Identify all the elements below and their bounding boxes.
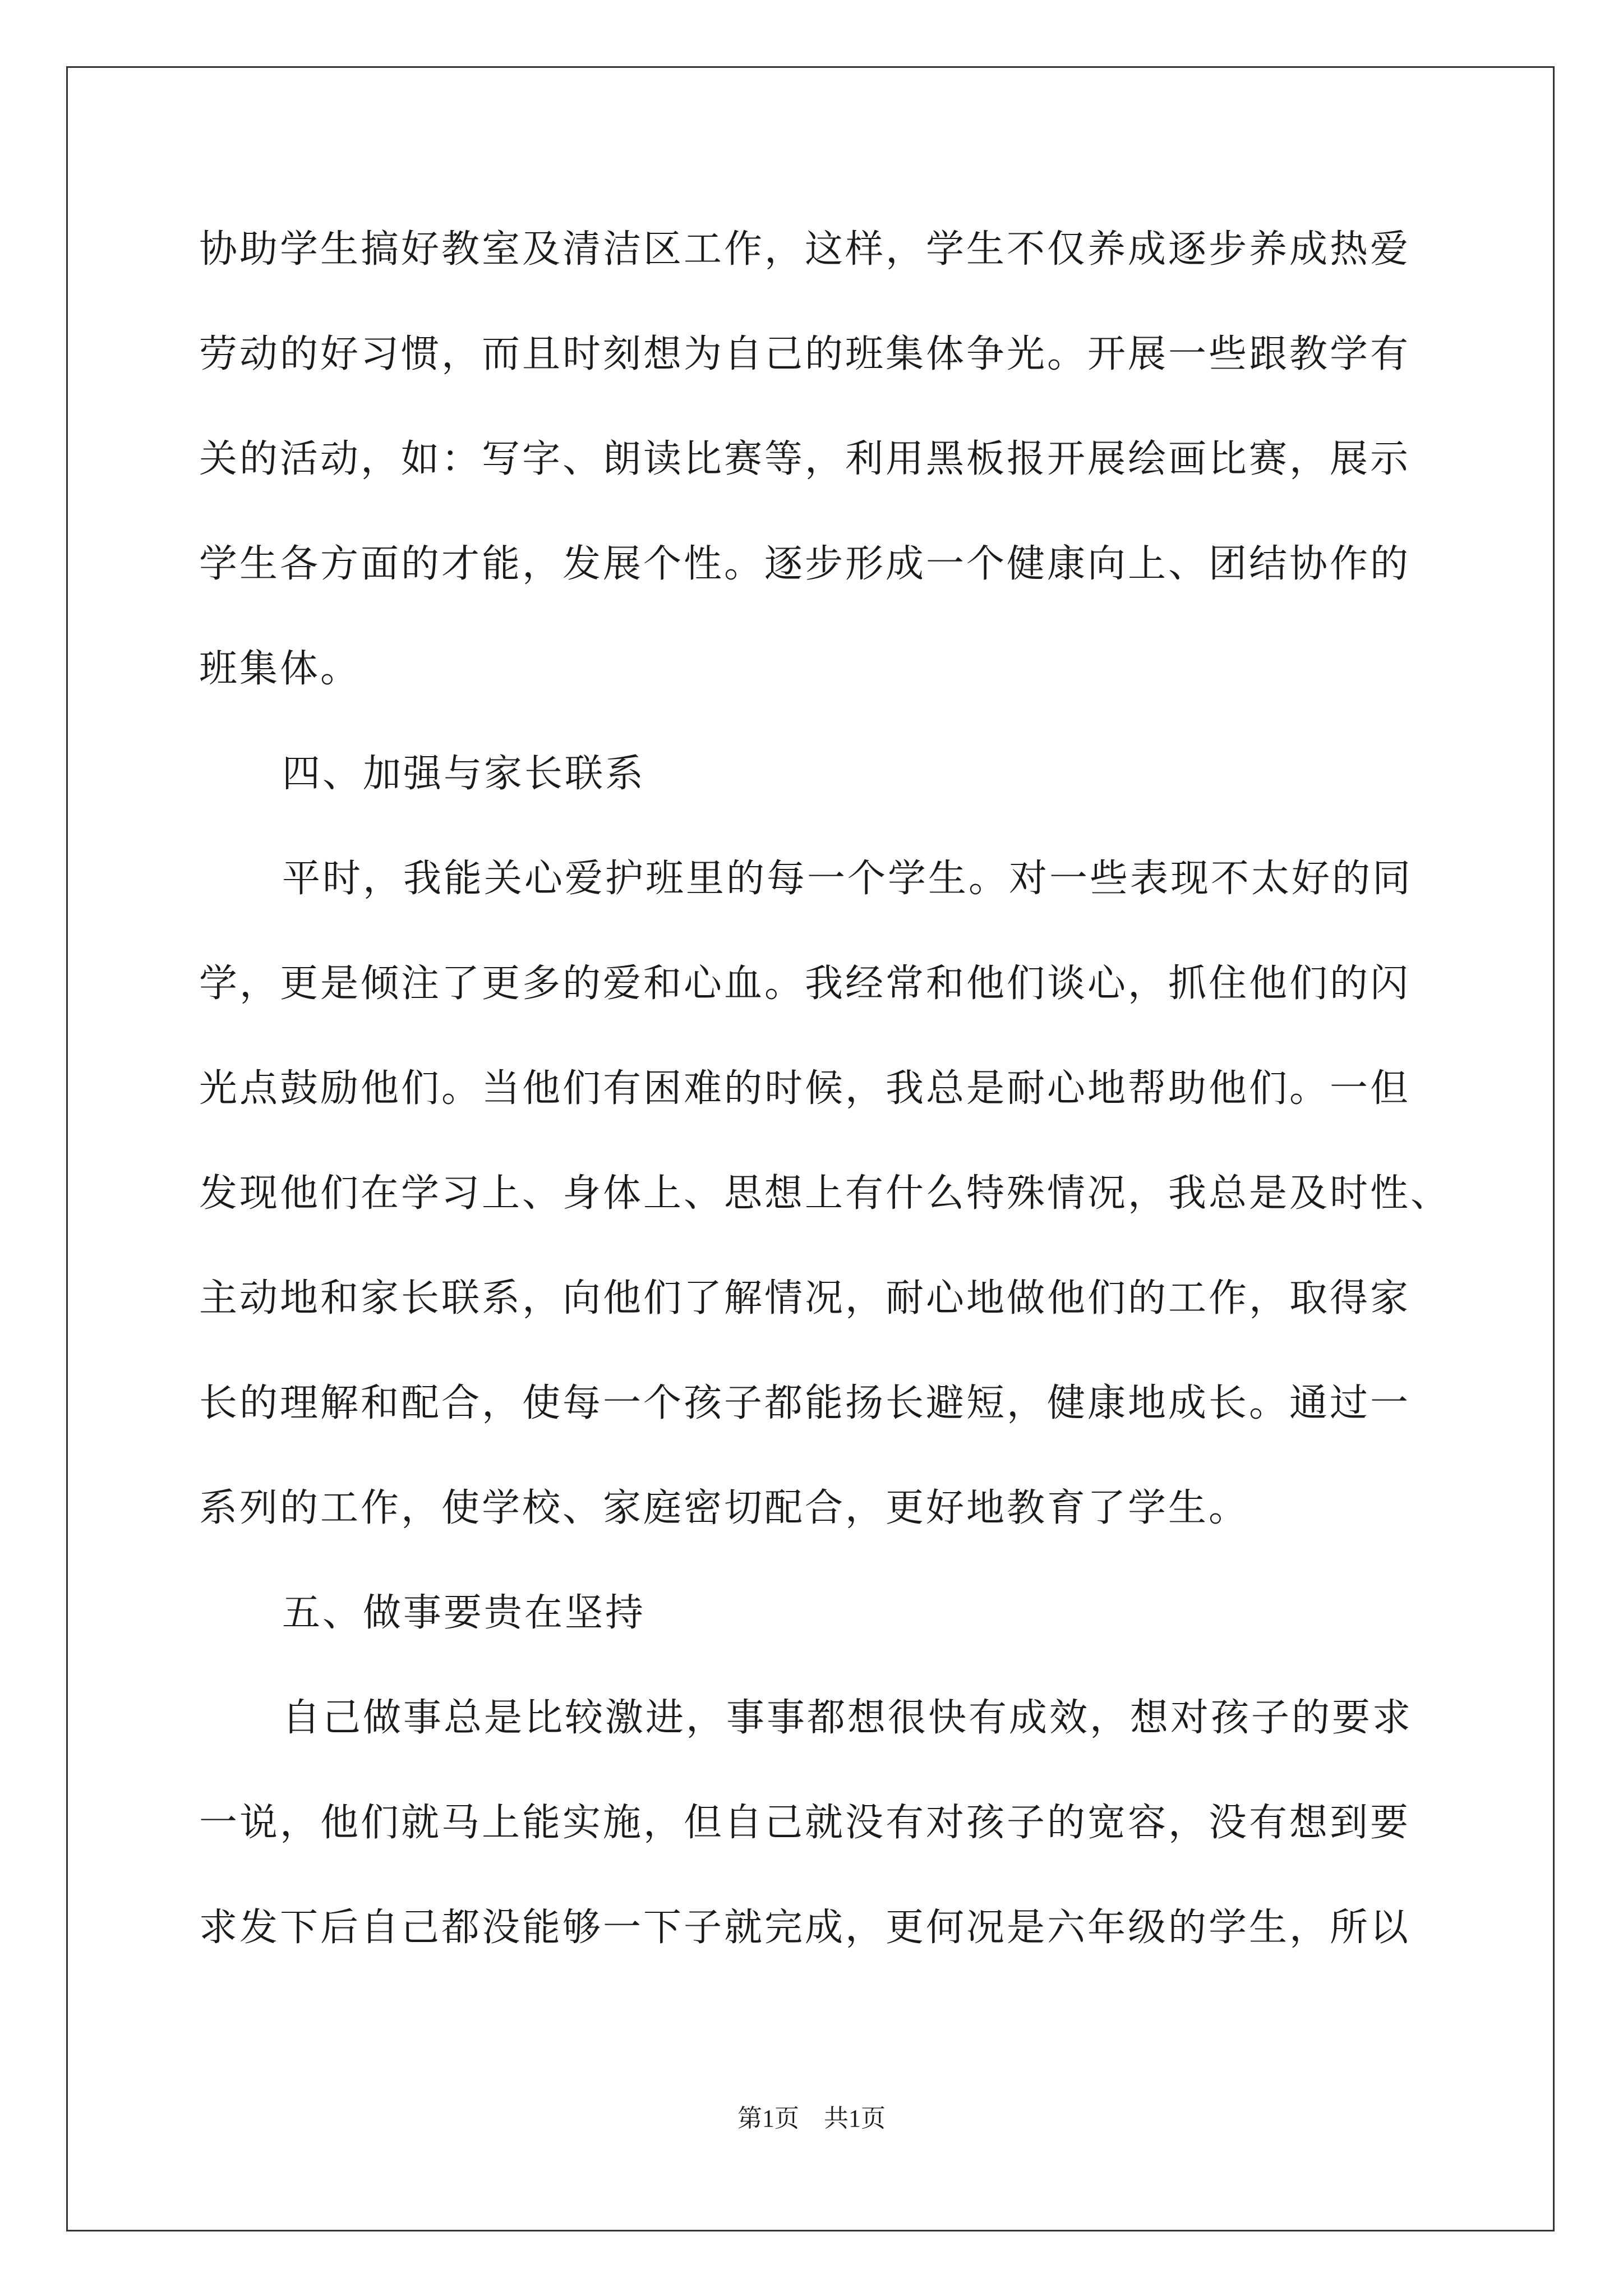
text-line: 主动地和家长联系，向他们了解情况，耐心地做他们的工作，取得家	[199, 1276, 1411, 1320]
text-line: 一说，他们就马上能实施，但自己就没有对孩子的宽容，没有想到要	[199, 1801, 1411, 1845]
section-heading: 四、加强与家长联系	[282, 752, 646, 796]
text-line: 劳动的好习惯，而且时刻想为自己的班集体争光。开展一些跟教学有	[199, 332, 1411, 376]
text-line: 协助学生搞好教室及清洁区工作，这样，学生不仅养成逐步养成热爱	[199, 227, 1411, 272]
text-line: 班集体。	[199, 647, 361, 691]
text-line: 求发下后自己都没能够一下子就完成，更何况是六年级的学生，所以	[199, 1906, 1411, 1950]
text-line: 自己做事总是比较激进，事事都想很快有成效，想对孩子的要求	[282, 1696, 1413, 1740]
text-line: 学生各方面的才能，发展个性。逐步形成一个健康向上、团结协作的	[199, 542, 1411, 586]
text-line: 光点鼓励他们。当他们有困难的时候，我总是耐心地帮助他们。一但	[199, 1066, 1411, 1111]
text-line: 发现他们在学习上、身体上、思想上有什么特殊情况，我总是及时性、	[199, 1171, 1451, 1216]
page-number-footer: 第1页 共1页	[737, 2105, 886, 2132]
text-line: 平时，我能关心爱护班里的每一个学生。对一些表现不太好的同	[282, 857, 1413, 901]
section-heading: 五、做事要贵在坚持	[282, 1591, 646, 1635]
text-line: 关的活动，如：写字、朗读比赛等，利用黑板报开展绘画比赛，展示	[199, 437, 1411, 481]
text-line: 长的理解和配合，使每一个孩子都能扬长避短，健康地成长。通过一	[199, 1381, 1411, 1425]
text-line: 学，更是倾注了更多的爱和心血。我经常和他们谈心，抓住他们的闪	[199, 961, 1411, 1006]
text-line: 系列的工作，使学校、家庭密切配合，更好地教育了学生。	[199, 1486, 1249, 1530]
